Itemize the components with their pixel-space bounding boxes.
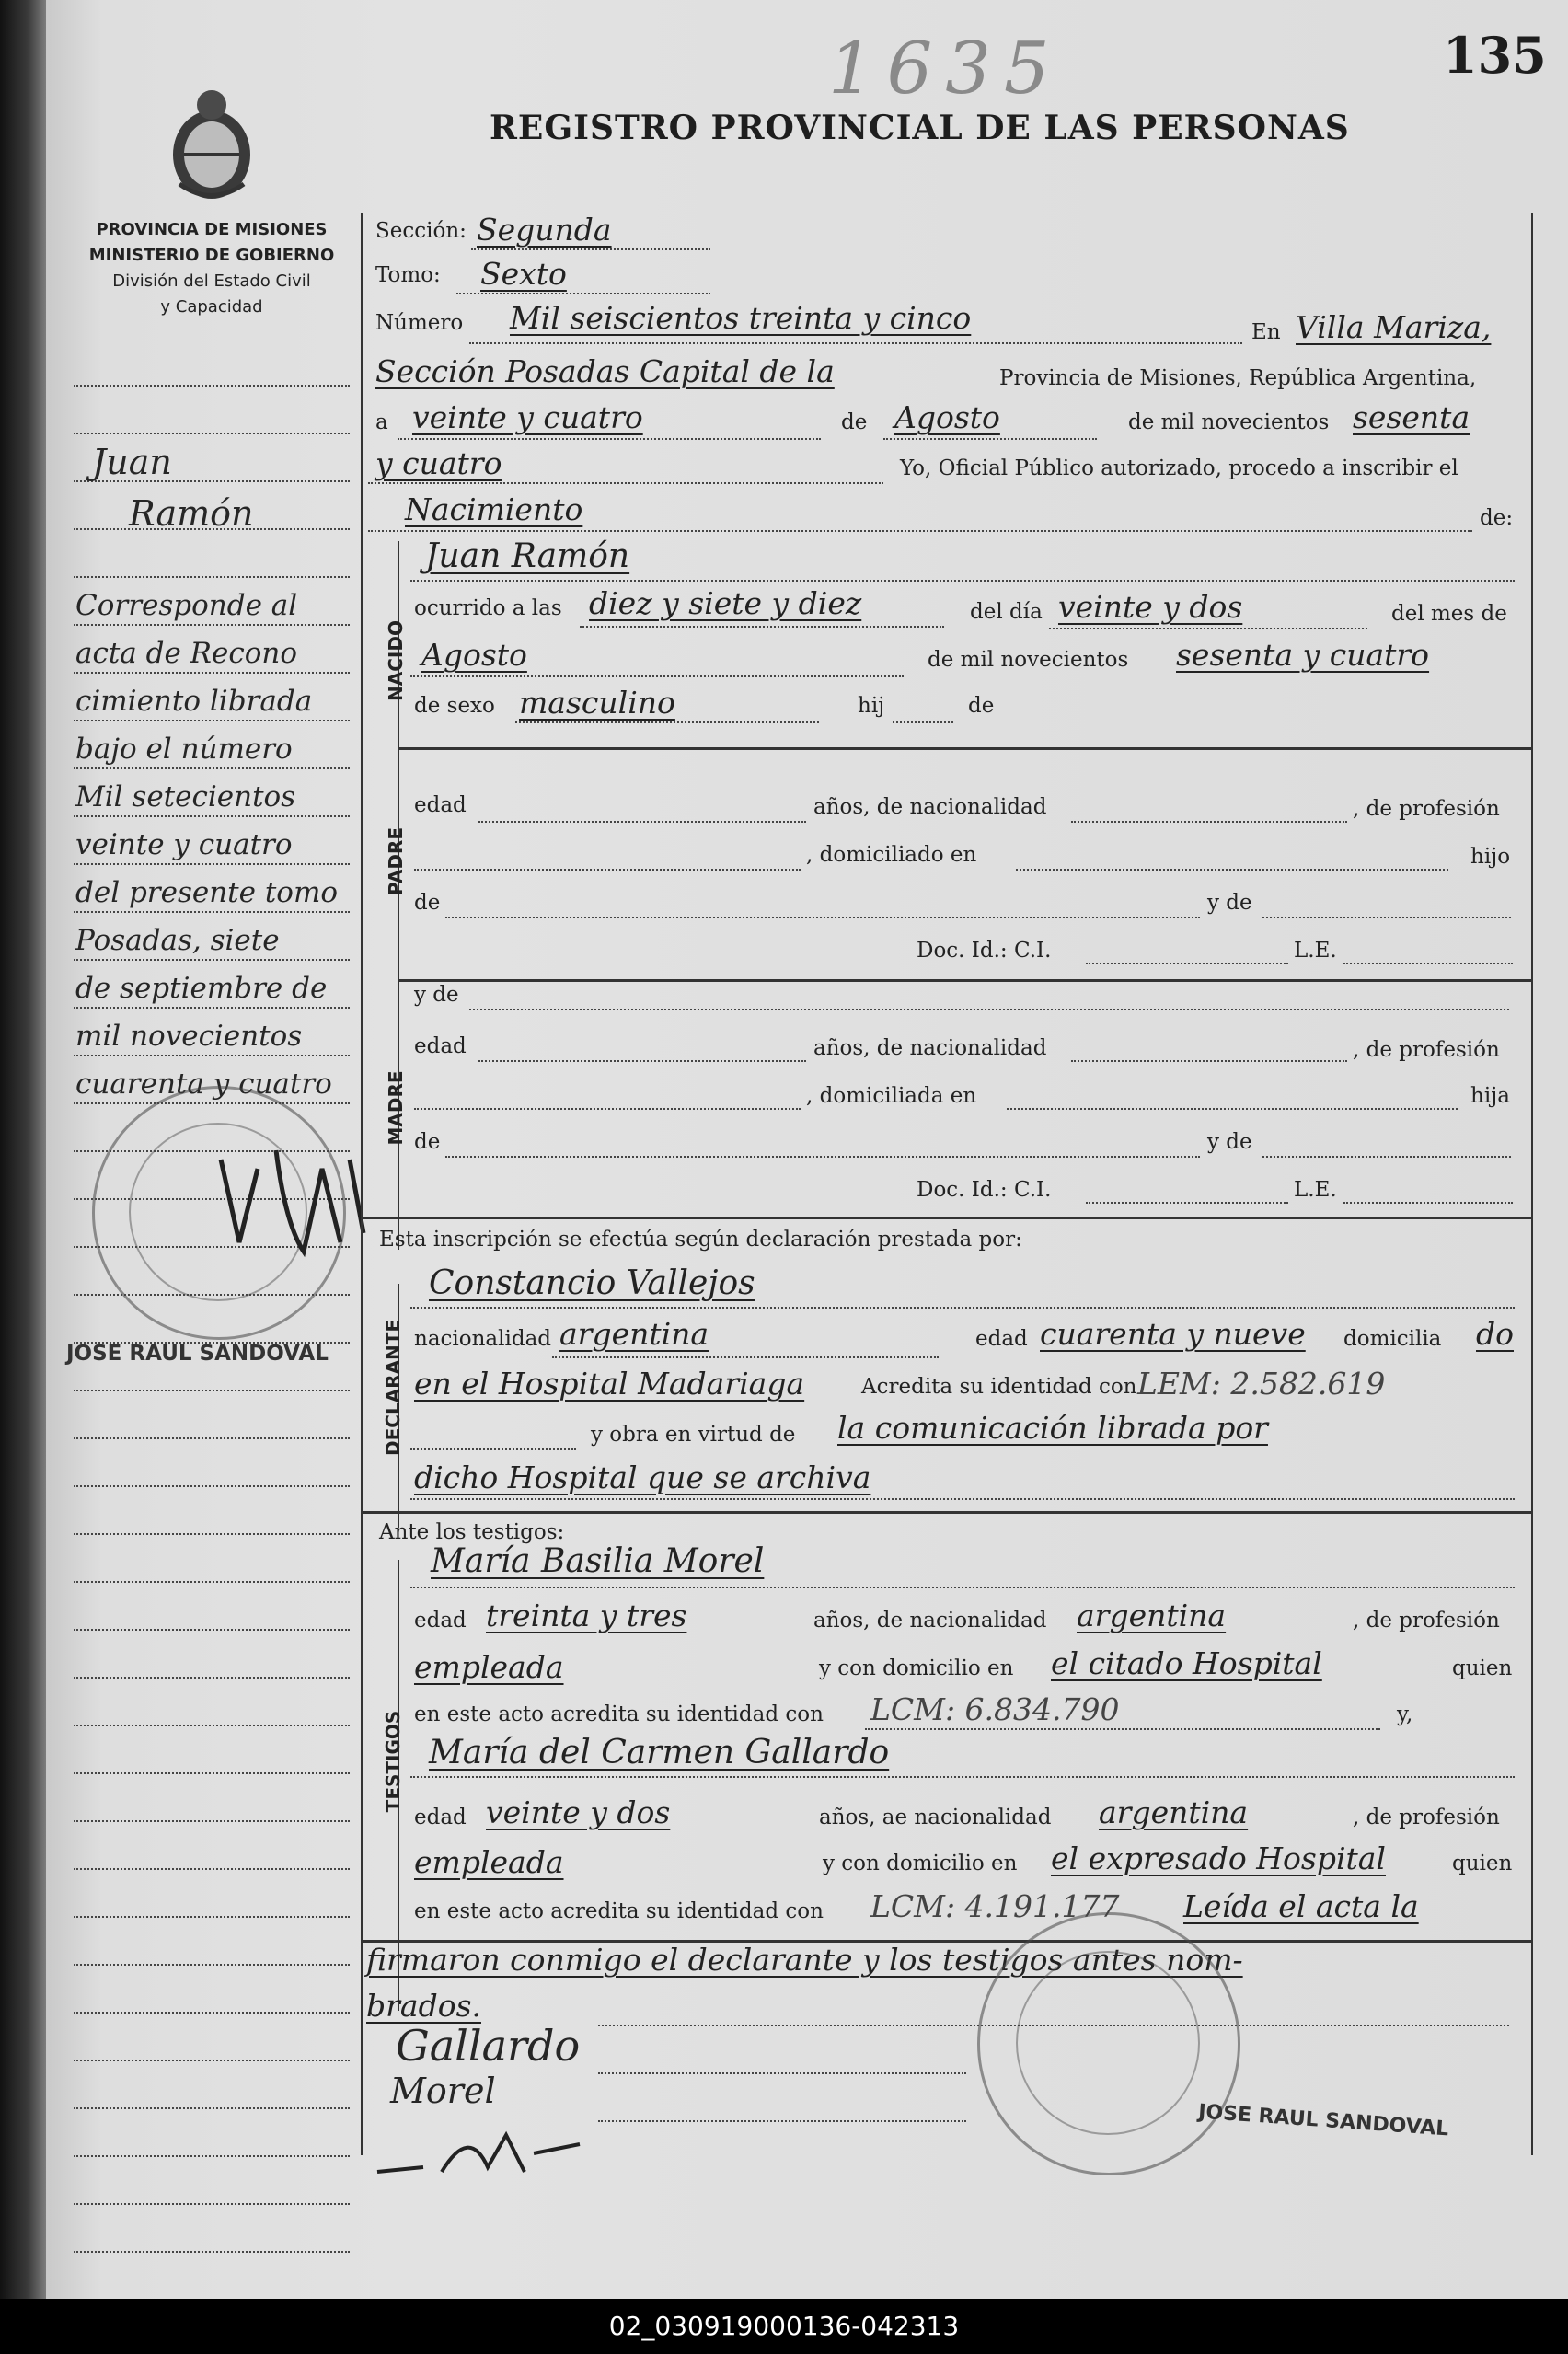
side-label-testigos: TESTIGOS (382, 1710, 404, 1813)
label-en: En (1251, 320, 1281, 344)
label-edad-padre: edad (414, 793, 467, 817)
value-testigo1-nombre: María Basilia Morel (431, 1542, 765, 1580)
label-inscripcion: Esta inscripción se efectúa según declaración prestada por: (379, 1228, 1022, 1252)
label-nacionalidad-declarante: nacionalidad (414, 1327, 552, 1351)
label-en-este-acto-testigo1: en este acto acredita su identidad con (414, 1702, 824, 1726)
acta-number-handwritten: 1635 (828, 28, 1063, 110)
value-testigo1-documento: LCM: 6.834.790 (870, 1691, 1120, 1727)
value-numero: Mil seiscientos treinta y cinco (510, 300, 972, 336)
label-ante-testigos: Ante los testigos: (379, 1520, 565, 1544)
label-domicilia: domicilia (1343, 1327, 1442, 1351)
value-testigo1-nacionalidad: argentina (1077, 1598, 1227, 1633)
value-dia-nac: veinte y dos (1058, 589, 1243, 625)
label-edad-testigo1: edad (414, 1609, 467, 1633)
margin-name-1: Juan (92, 442, 172, 482)
value-declarante-nombre: Constancio Vallejos (429, 1264, 755, 1302)
label-domiciliada: , domiciliada en (806, 1084, 977, 1108)
side-label-madre: MADRE (385, 1070, 407, 1146)
value-lugar-1: Villa Mariza, (1296, 309, 1492, 345)
label-quien-testigo2: quien (1452, 1852, 1513, 1875)
label-a: a (375, 410, 388, 434)
label-anos-nac-madre: años, de nacionalidad (813, 1036, 1047, 1060)
label-seccion: Sección: (375, 219, 467, 243)
label-edad-declarante: edad (975, 1327, 1028, 1351)
margin-note-line: Corresponde al (75, 589, 298, 622)
label-doc-padre: Doc. Id.: C.I. (917, 939, 1052, 963)
value-seccion: Segunda (477, 212, 612, 248)
label-con-domicilio-testigo1: y con domicilio en (819, 1656, 1014, 1680)
left-header (64, 217, 359, 320)
label-del-mes-de: del mes de (1391, 602, 1507, 626)
value-declarante-documento: LEM: 2.582.619 (1137, 1366, 1386, 1402)
value-closing-line-3: brados. (366, 1988, 481, 2024)
signature-declarante-icon (368, 2117, 589, 2190)
label-tomo: Tomo: (375, 263, 441, 287)
label-hij: hij (858, 694, 885, 718)
label-provincia: Provincia de Misiones, República Argentina, (999, 366, 1477, 390)
page-number: 135 (1443, 26, 1547, 85)
divider-declarante-end (361, 1511, 1531, 1514)
label-de-mil-novecientos: de mil novecientos (1128, 410, 1330, 434)
margin-note-line: veinte y cuatro (75, 828, 293, 861)
coat-of-arms-icon (161, 83, 262, 207)
label-del-dia: del día (970, 600, 1043, 624)
divider-padre-madre (398, 979, 1531, 982)
label-profesion-madre: , de profesión (1353, 1038, 1500, 1062)
value-testigo2-documento: LCM: 4.191.177 (870, 1888, 1120, 1924)
label-de-sexo: de sexo (414, 694, 495, 718)
label-ocurrido: ocurrido a las (414, 596, 562, 620)
label-acredita: Acredita su identidad con (861, 1375, 1137, 1399)
value-nombre-nacido: Juan Ramón (425, 537, 630, 575)
label-le-padre: L.E. (1294, 939, 1337, 963)
value-anio-nac: sesenta y cuatro (1176, 637, 1430, 673)
value-anio-1: sesenta (1353, 399, 1470, 435)
label-profesion-padre: , de profesión (1353, 797, 1500, 821)
label-y-testigo1: y, (1397, 1702, 1413, 1726)
side-label-padre: PADRE (385, 827, 407, 895)
value-hora: diez y siete y diez (589, 585, 862, 621)
main-left-border (361, 213, 363, 2155)
label-profesion-testigo1: , de profesión (1353, 1609, 1500, 1633)
label-de-padre: de (414, 891, 441, 915)
value-testigo2-domicilio: el expresado Hospital (1051, 1841, 1386, 1876)
signature-morel: Morel (390, 2071, 496, 2111)
book-binding (0, 0, 46, 2299)
margin-note-line: de septiembre de (75, 972, 328, 1005)
label-en-este-acto-testigo2: en este acto acredita su identidad con (414, 1899, 824, 1923)
value-dia: veinte y cuatro (412, 399, 643, 435)
label-y-de-padre: y de (1207, 891, 1252, 915)
value-testigo1-domicilio: el citado Hospital (1051, 1645, 1322, 1681)
footer-file-id: 02_030919000136-042313 (0, 2299, 1568, 2354)
value-testigo1-edad: treinta y tres (486, 1598, 687, 1633)
label-y-de-madre-2: y de (1207, 1130, 1252, 1154)
label-obra: y obra en virtud de (591, 1423, 796, 1447)
label-doc-madre: Doc. Id.: C.I. (917, 1178, 1052, 1202)
label-edad-madre: edad (414, 1034, 467, 1058)
margin-note-line: Posadas, siete (75, 924, 280, 957)
label-edad-testigo2: edad (414, 1806, 467, 1829)
value-lugar-2: Sección Posadas Capital de la (375, 353, 835, 389)
label-hijo: hijo (1470, 845, 1511, 869)
margin-signature-icon (202, 1132, 386, 1279)
value-testigo2-edad: veinte y dos (486, 1794, 671, 1830)
value-testigo2-nacionalidad: argentina (1099, 1794, 1249, 1830)
margin-note-line: cuarenta y cuatro (75, 1067, 332, 1101)
value-anio-2: y cuatro (375, 445, 502, 481)
label-anos-nac-padre: años, de nacionalidad (813, 795, 1047, 819)
main-right-border (1531, 213, 1533, 2155)
side-label-declarante: DECLARANTE (382, 1319, 404, 1456)
label-domiciliado: , domiciliado en (806, 843, 977, 867)
margin-note-line: bajo el número (75, 733, 293, 766)
label-hija: hija (1470, 1084, 1511, 1108)
value-closing-line-2: firmaron conmigo el declarante y los testigos antes nom- (366, 1942, 1243, 1978)
province-name: PROVINCIA DE MISIONES (96, 220, 328, 239)
margin-note-line: acta de Recono (75, 637, 298, 670)
margin-stamp-name: JOSE RAUL SANDOVAL (66, 1342, 329, 1366)
label-le-madre: L.E. (1294, 1178, 1337, 1202)
label-de-mil-novecientos-2: de mil novecientos (928, 648, 1129, 672)
official-stamp-inner (1016, 1951, 1200, 2135)
margin-name-2: Ramón (129, 493, 254, 534)
margin-note-line: Mil setecientos (75, 780, 296, 814)
margin-note-line: mil novecientos (75, 1020, 303, 1053)
value-testigo2-nombre: María del Carmen Gallardo (429, 1734, 890, 1771)
margin-note-line: del presente tomo (75, 876, 339, 909)
value-mes: Agosto (894, 399, 1000, 435)
label-quien-testigo1: quien (1452, 1656, 1513, 1680)
value-declarante-virtud: la comunicación librada por (837, 1410, 1268, 1446)
value-testigo2-profesion: empleada (414, 1844, 564, 1880)
division-name: División del Estado Civil (112, 271, 311, 291)
label-y-de-madre: y de (414, 983, 459, 1007)
label-de: de (841, 410, 868, 434)
value-sexo: masculino (519, 685, 675, 721)
label-de-colon: de: (1480, 506, 1514, 530)
value-declarante-edad: cuarenta y nueve (1040, 1316, 1306, 1352)
divider-madre-end (361, 1217, 1531, 1219)
page-title: REGISTRO PROVINCIAL DE LAS PERSONAS (490, 109, 1350, 147)
label-con-domicilio-testigo2: y con domicilio en (823, 1852, 1018, 1875)
value-declarante-virtud-2: dicho Hospital que se archiva (414, 1460, 871, 1495)
value-declarante-domicilio: en el Hospital Madariaga (414, 1366, 805, 1402)
division-name-2: y Capacidad (160, 297, 263, 317)
signature-gallardo: Gallardo (396, 2021, 581, 2071)
value-tomo: Sexto (480, 256, 567, 292)
value-declarante-nacionalidad: argentina (559, 1316, 709, 1352)
label-de-hij: de (968, 694, 995, 718)
label-anos-nac-testigo2: años, ae nacionalidad (819, 1806, 1052, 1829)
margin-note-line: cimiento librada (75, 685, 313, 718)
label-de-madre: de (414, 1130, 441, 1154)
divider-nacido-padre (398, 747, 1531, 750)
value-testigo1-profesion: empleada (414, 1649, 564, 1685)
stamp-name: JOSE RAUL SANDOVAL (1197, 2100, 1450, 2141)
label-anos-nac-testigo1: años, de nacionalidad (813, 1609, 1047, 1633)
value-closing-line-1: Leída el acta la (1183, 1888, 1419, 1924)
value-tipo-acta: Nacimiento (405, 491, 583, 527)
side-label-nacido: NACIDO (385, 620, 407, 701)
label-numero: Número (375, 311, 464, 335)
label-yo: Yo, Oficial Público autorizado, procedo a inscribir el (900, 456, 1458, 480)
label-profesion-testigo2: , de profesión (1353, 1806, 1500, 1829)
value-declarante-domicilia: do (1476, 1316, 1514, 1352)
value-mes-nac: Agosto (421, 637, 527, 673)
ministry-name: MINISTERIO DE GOBIERNO (88, 246, 335, 265)
